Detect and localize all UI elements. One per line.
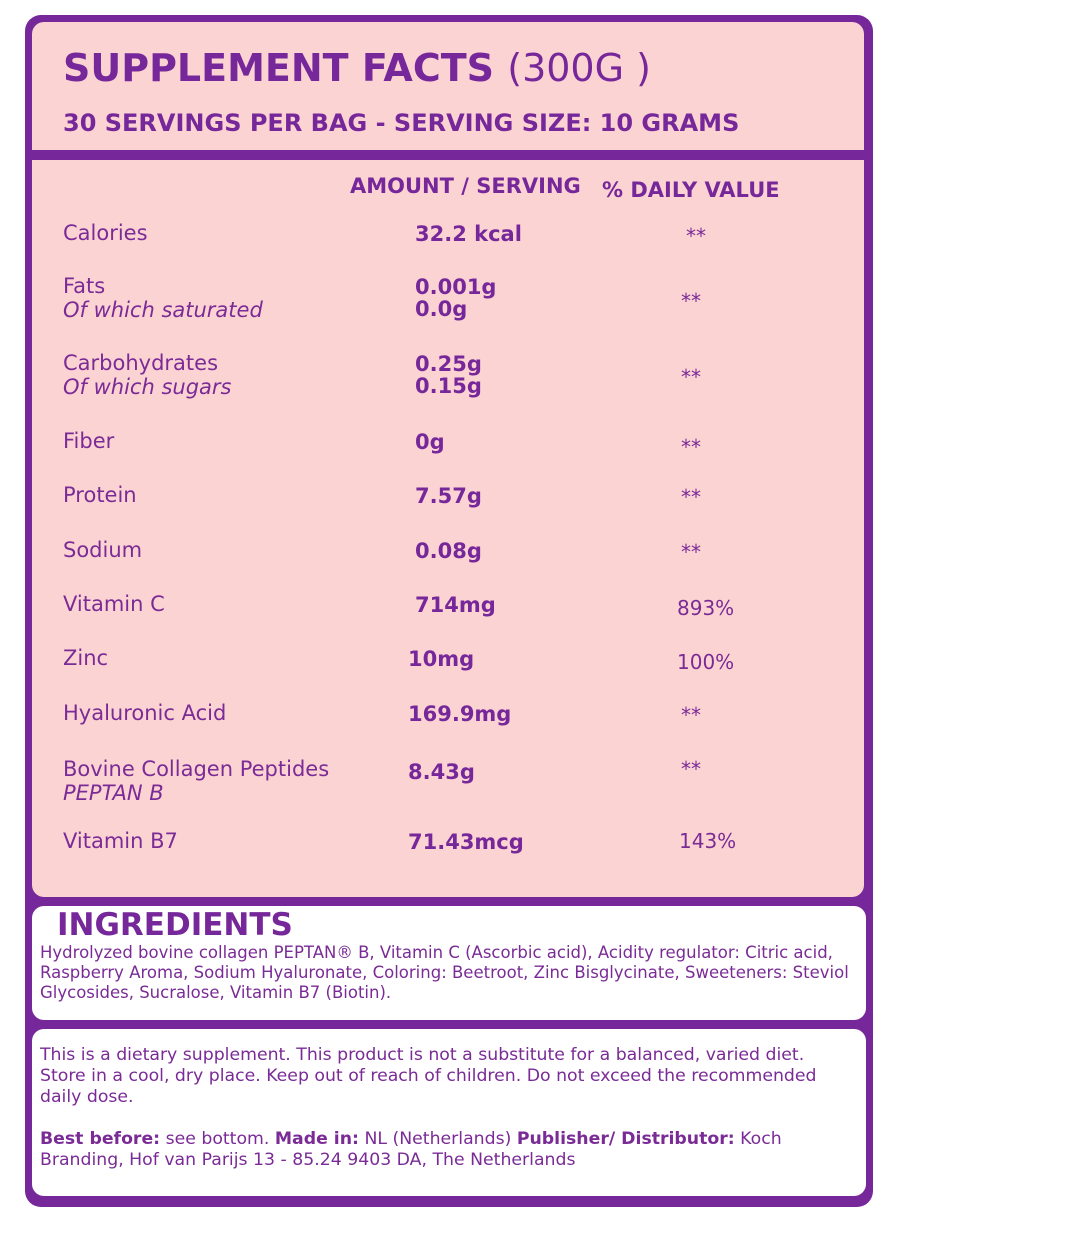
amount-value: 0.001g	[415, 275, 497, 299]
nutrient-sub-label: Of which saturated	[63, 298, 263, 322]
nutrient-name: Vitamin B7	[63, 829, 178, 853]
sub-amount-value: 0.15g	[415, 374, 482, 398]
nutrient-name: Hyaluronic Acid	[63, 701, 227, 725]
nutrient-amount: 7.57g	[415, 484, 482, 508]
nutrient-amount: 714mg	[415, 593, 496, 617]
daily-value: 100%	[677, 650, 735, 674]
nutrient-name: Vitamin C	[63, 592, 165, 616]
nutrient-amount: 71.43mcg	[408, 830, 524, 854]
made-in-value: NL (Netherlands)	[358, 1129, 517, 1149]
daily-value: **	[681, 703, 701, 727]
nutrient-label: Carbohydrates	[63, 351, 219, 375]
legal-info	[40, 1129, 855, 1171]
nutrient-name: Zinc	[63, 646, 109, 670]
nutrient-label: Bovine Collagen Peptides	[63, 757, 330, 781]
nutrient-amount	[415, 353, 482, 397]
daily-value: **	[681, 289, 701, 313]
disclaimer-text: This is a dietary supplement. This product is not a substitute for a balanced, varied diet. Store in a cool, dry place. Keep out of reach of children. Do not exceed the recommended daily dose.	[40, 1045, 817, 1107]
nutrient-amount: 32.2 kcal	[415, 222, 522, 246]
daily-value: **	[681, 757, 701, 781]
daily-value: 143%	[679, 829, 737, 853]
best-before-value: see bottom.	[160, 1129, 275, 1149]
nutrient-amount: 10mg	[408, 647, 475, 671]
daily-value: **	[681, 540, 701, 564]
nutrient-amount	[415, 276, 496, 320]
daily-value: **	[681, 365, 701, 389]
amount-value: 0.25g	[415, 352, 482, 376]
title-text: SUPPLEMENT FACTS	[63, 46, 495, 90]
daily-value: **	[681, 435, 701, 459]
column-header-daily-value: % DAILY VALUE	[602, 178, 780, 202]
daily-value: **	[681, 485, 701, 509]
best-before-label: Best before:	[40, 1129, 161, 1149]
sub-amount-value: 0.0g	[415, 297, 468, 321]
daily-value: **	[686, 224, 706, 248]
made-in-label: Made in:	[274, 1129, 359, 1149]
nutrient-amount: 0g	[415, 430, 445, 454]
nutrient-sub-label: PEPTAN B	[63, 781, 164, 805]
nutrient-name	[63, 274, 263, 322]
nutrient-name: Fiber	[63, 429, 115, 453]
net-weight: (300G )	[507, 46, 651, 90]
publisher-value: Koch Branding, Hof van Parijs 13 - 85.24 9403 DA, The Netherlands	[40, 1129, 782, 1170]
nutrient-amount: 0.08g	[415, 539, 482, 563]
nutrient-label: Fats	[63, 274, 106, 298]
nutrient-name: Sodium	[63, 538, 143, 562]
publisher-label: Publisher/ Distributor:	[516, 1129, 735, 1149]
nutrient-amount: 169.9mg	[408, 702, 512, 726]
nutrient-name	[63, 351, 231, 399]
nutrient-name: Protein	[63, 483, 137, 507]
daily-value: 893%	[677, 596, 735, 620]
ingredients-text: Hydrolyzed bovine collagen PEPTAN® B, Vitamin C (Ascorbic acid), Acidity regulator: Citric acid, Raspberry Aroma, Sodium Hyaluronate, Coloring: Beetroot, Zinc Bisglycinate, Sweeteners: Steviol Glycosides, Sucralose, Vitamin B7 (Biotin).	[40, 943, 849, 1002]
nutrient-name: Calories	[63, 221, 148, 245]
column-header-amount: AMOUNT / SERVING	[350, 174, 581, 198]
nutrient-name	[63, 757, 329, 805]
ingredients-heading: INGREDIENTS	[57, 907, 293, 943]
serving-info: 30 SERVINGS PER BAG - SERVING SIZE: 10 GRAMS	[63, 109, 740, 137]
nutrient-amount: 8.43g	[408, 760, 475, 784]
page-title	[63, 44, 651, 92]
nutrient-sub-label: Of which sugars	[63, 375, 232, 399]
